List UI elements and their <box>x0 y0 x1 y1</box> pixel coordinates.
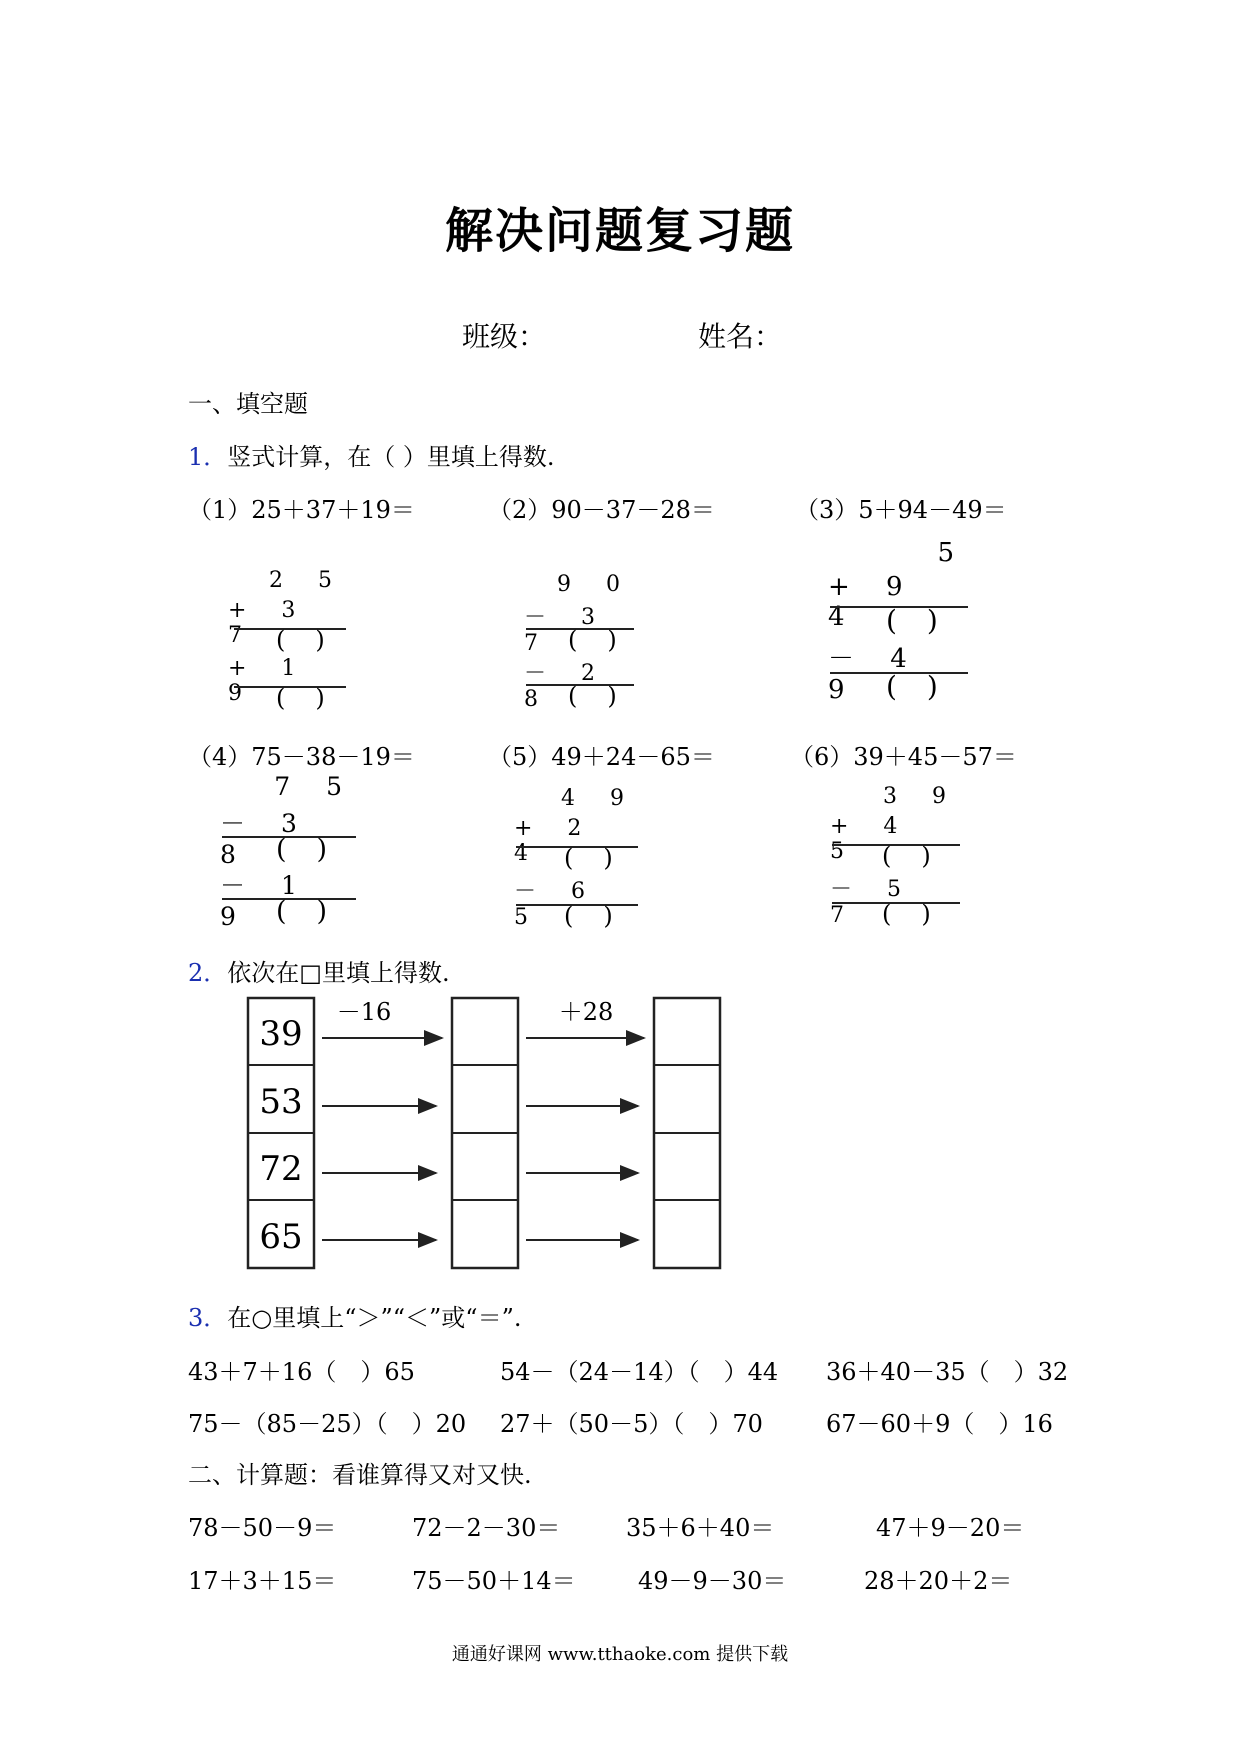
start-value-2: 53 <box>259 1082 303 1122</box>
class-label: 班级： <box>462 320 547 353</box>
answer-paren[interactable]: () <box>564 902 643 930</box>
q1-item-1-label: （1）25＋37＋19＝ <box>188 496 415 524</box>
page-title: 解决问题复习题 <box>444 203 795 259</box>
calc-item[interactable]: 78－50－9＝ <box>188 1514 337 1542</box>
q1-item-6-label: （6）39＋45－57＝ <box>790 743 1017 771</box>
calc-operand-1: + 2 4 <box>514 816 596 866</box>
q1-text: 竖式计算，在（ ）里填上得数. <box>227 443 555 471</box>
q1-prompt <box>188 437 555 472</box>
answer-paren[interactable]: () <box>568 626 647 654</box>
calc-operand-1: － 3 8 <box>220 809 311 869</box>
q2-text: 依次在□里填上得数. <box>227 959 450 987</box>
calc-top-number: 9 0 <box>557 572 634 597</box>
q3-prompt <box>188 1298 521 1333</box>
answer-paren[interactable]: () <box>886 670 968 703</box>
calc-top-number: 5 <box>937 538 968 568</box>
answer-paren[interactable]: () <box>564 844 643 872</box>
calc-operand-2: － 5 7 <box>830 877 915 928</box>
q2-flow-diagram <box>240 990 730 1272</box>
calc-operand-1: + 4 5 <box>830 814 912 864</box>
calc-item[interactable]: 35＋6＋40＝ <box>626 1514 775 1542</box>
answer-paren[interactable]: () <box>568 682 647 710</box>
start-value-3: 72 <box>259 1149 303 1189</box>
answer-paren[interactable]: () <box>276 684 355 712</box>
q1-number: 1． <box>188 443 228 471</box>
calc-operand-2: － 2 8 <box>524 661 609 712</box>
answer-paren[interactable]: () <box>882 900 961 928</box>
q1-item-4-label: （4）75－38－19＝ <box>188 743 415 771</box>
calc-item[interactable]: 75－50＋14＝ <box>412 1567 576 1595</box>
calc-operand-1: － 3 7 <box>524 605 609 656</box>
calc-operand-1: + 9 4 <box>828 572 917 632</box>
calc-top-number: 4 9 <box>561 786 638 811</box>
q1-item-2-label: （2）90－37－28＝ <box>488 496 715 524</box>
start-value-4: 65 <box>259 1217 303 1257</box>
compare-item[interactable]: 43＋7＋16（ ）65 <box>188 1358 415 1386</box>
start-value-1: 39 <box>259 1014 303 1054</box>
op-label-plus: ＋28 <box>558 998 614 1026</box>
answer-paren[interactable]: () <box>276 834 358 865</box>
calc-item[interactable]: 72－2－30＝ <box>412 1514 561 1542</box>
section1-heading: 一、填空题 <box>188 390 308 418</box>
q1-item-3-label: （3）5＋94－49＝ <box>795 496 1007 524</box>
q3-number: 3． <box>188 1304 228 1332</box>
q1-vertical-calc-2 <box>524 572 647 712</box>
q1-vertical-calc-6 <box>830 784 960 934</box>
start-column <box>248 998 314 1268</box>
calc-operand-2: － 4 9 <box>828 644 921 705</box>
calc-top-number: 7 5 <box>274 772 356 801</box>
footer-text: 通通好课网 www.tthaoke.com 提供下载 <box>451 1644 789 1665</box>
end-column[interactable] <box>654 998 720 1268</box>
q1-vertical-calc-3 <box>828 538 968 708</box>
q1-vertical-calc-1 <box>228 568 355 712</box>
calc-top-number: 2 5 <box>269 568 346 593</box>
section2-heading: 二、计算题：看谁算得又对又快. <box>188 1461 532 1489</box>
middle-column[interactable] <box>452 998 518 1268</box>
calc-item[interactable]: 47＋9－20＝ <box>876 1514 1025 1542</box>
calc-operand-1: + 3 7 <box>228 598 310 648</box>
answer-paren[interactable]: () <box>882 842 961 870</box>
calc-item[interactable]: 17＋3＋15＝ <box>188 1567 337 1595</box>
compare-item[interactable]: 54－（24－14）（ ）44 <box>500 1358 779 1386</box>
calc-item[interactable]: 28＋20＋2＝ <box>864 1567 1013 1595</box>
arrows <box>322 1038 644 1240</box>
calc-operand-2: － 6 5 <box>514 879 599 930</box>
q1-vertical-calc-4 <box>220 772 356 932</box>
answer-paren[interactable]: () <box>276 896 358 927</box>
calc-top-number: 3 9 <box>883 784 960 809</box>
compare-item[interactable]: 36＋40－35（ ）32 <box>826 1358 1069 1386</box>
calc-operand-2: － 1 9 <box>220 871 311 931</box>
q1-vertical-calc-5 <box>514 786 643 936</box>
compare-item[interactable]: 67－60＋9（ ）16 <box>826 1410 1053 1438</box>
op-label-minus: －16 <box>336 998 392 1026</box>
calc-operand-2: + 1 9 <box>228 656 310 706</box>
compare-item[interactable]: 27＋（50－5）（ ）70 <box>500 1410 763 1438</box>
answer-paren[interactable]: () <box>276 626 355 654</box>
name-label: 姓名： <box>698 320 783 353</box>
compare-item[interactable]: 75－（85－25）（ ）20 <box>188 1410 467 1438</box>
q3-text: 在○里填上“＞”“＜”或“＝”. <box>227 1304 522 1332</box>
q1-item-5-label: （5）49＋24－65＝ <box>488 743 715 771</box>
q2-prompt <box>188 953 450 988</box>
calc-item[interactable]: 49－9－30＝ <box>638 1567 787 1595</box>
answer-paren[interactable]: () <box>886 604 968 637</box>
q2-number: 2． <box>188 959 228 987</box>
